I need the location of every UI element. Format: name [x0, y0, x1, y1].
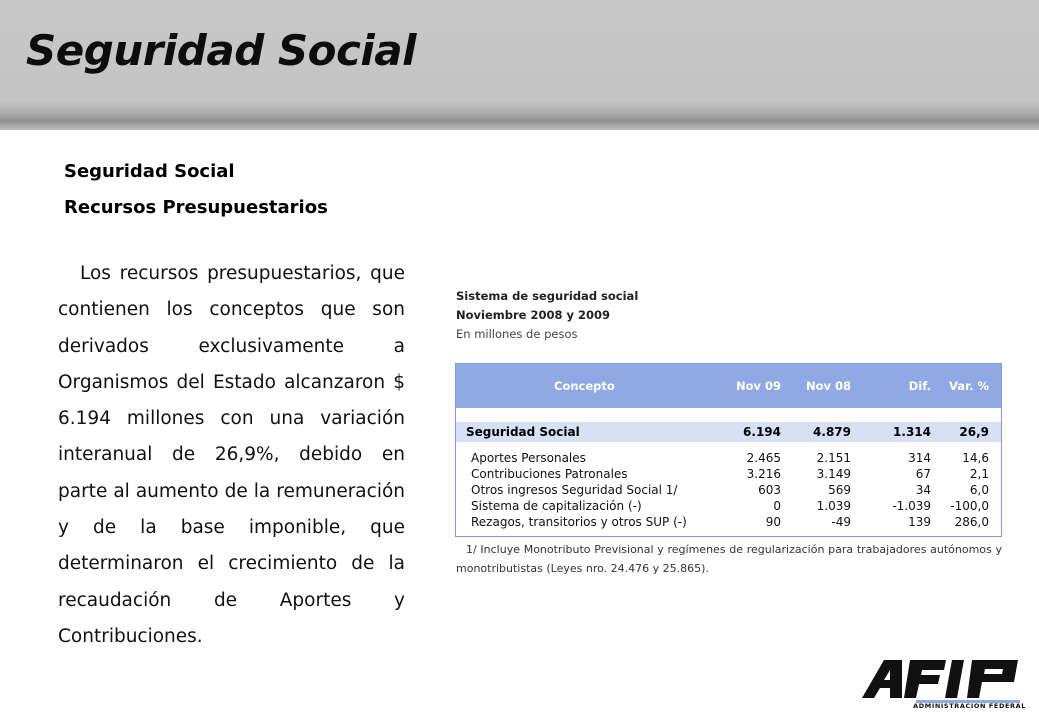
cell-dif: 34	[915, 483, 931, 497]
header-nov09: Nov 09	[735, 379, 781, 393]
table-caption	[456, 287, 638, 344]
cell-nov08: 569	[828, 483, 851, 497]
cell-nov09: 603	[758, 483, 781, 497]
slide-title: Seguridad Social	[26, 26, 417, 75]
cell-concept: Rezagos, transitorios y otros SUP (-)	[471, 515, 687, 529]
table-footnote	[456, 540, 1002, 578]
cell-var: -100,0	[950, 499, 989, 513]
cell-nov09: 3.216	[746, 467, 781, 481]
cell-concept: Aportes Personales	[471, 451, 586, 465]
footnote-text: 1/ Incluye Monotributo Previsional y regímenes de regularización para trabajadores autónomos y monotributistas (Leyes nro. 24.476 y 25.865).	[456, 543, 1002, 575]
cell-nov09: 2.465	[746, 451, 781, 465]
logo-tagline: ADMINISTRACION FEDERAL	[913, 702, 1026, 710]
cell-var: 26,9	[959, 425, 989, 439]
table-period: Noviembre 2008 y 2009	[456, 308, 610, 322]
cell-nov08: 4.879	[813, 425, 851, 439]
table-row	[456, 448, 1001, 464]
resources-table	[455, 363, 1002, 537]
header-nov08: Nov 08	[805, 379, 851, 393]
cell-concept: Seguridad Social	[466, 425, 580, 439]
cell-nov09: 0	[773, 499, 781, 513]
cell-var: 14,6	[962, 451, 989, 465]
table-header-row	[456, 364, 1001, 408]
cell-var: 286,0	[954, 515, 989, 529]
table-row	[456, 480, 1001, 496]
cell-dif: 67	[915, 467, 931, 481]
cell-var: 6,0	[969, 483, 989, 497]
cell-nov09: 6.194	[743, 425, 781, 439]
afip-logo	[858, 656, 1028, 714]
body-text: Los recursos presupuestarios, que contienen los conceptos que son derivados exclusivamente a Organismos del Estado alcanzaron $ 6.194 millones con una variación interanual de 26,9%, debido en parte al aumento de la remuneración y de la base imponible, que determinaron el crecimiento de la recaudación de Aportes y Contribuciones.	[58, 263, 405, 647]
cell-dif: -1.039	[892, 499, 931, 513]
cell-dif: 1.314	[893, 425, 931, 439]
cell-nov08: 2.151	[816, 451, 851, 465]
cell-nov08: 1.039	[816, 499, 851, 513]
title-banner	[0, 0, 1039, 130]
cell-concept: Contribuciones Patronales	[471, 467, 628, 481]
cell-dif: 139	[908, 515, 931, 529]
cell-nov08: -49	[831, 515, 851, 529]
table-row-total	[456, 422, 1001, 442]
table-row	[456, 496, 1001, 512]
cell-var: 2,1	[969, 467, 989, 481]
cell-concept: Otros ingresos Seguridad Social 1/	[471, 483, 678, 497]
section-subheading: Recursos Presupuestarios	[64, 197, 328, 218]
body-paragraph	[58, 256, 405, 655]
cell-dif: 314	[908, 451, 931, 465]
header-concepto: Concepto	[554, 379, 615, 393]
table-title: Sistema de seguridad social	[456, 289, 639, 303]
header-dif: Dif.	[908, 379, 931, 393]
cell-concept: Sistema de capitalización (-)	[471, 499, 642, 513]
header-var: Var. %	[949, 379, 989, 393]
table-row	[456, 512, 1001, 528]
cell-nov08: 3.149	[816, 467, 851, 481]
section-heading: Seguridad Social	[64, 161, 235, 182]
table-row	[456, 464, 1001, 480]
cell-nov09: 90	[765, 515, 781, 529]
table-units: En millones de pesos	[456, 327, 578, 341]
